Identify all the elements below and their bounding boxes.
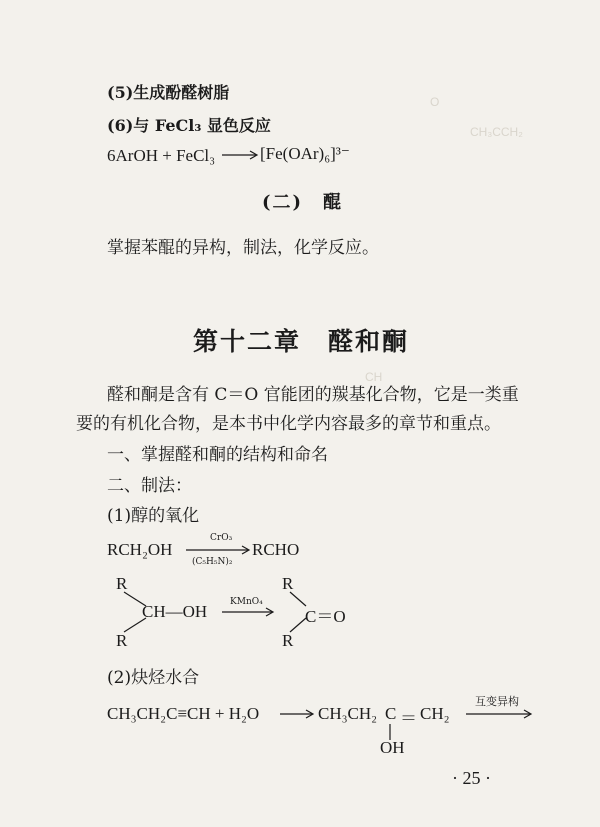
reaction2-p-bottom: R [282,631,294,650]
bond-line [290,618,306,632]
equation-right: [Fe(OAr)₆]³⁻ [260,144,350,163]
bleed-through-text: CH [365,370,383,384]
intro-line-2: 要的有机化合物，是本书中化学内容最多的章节和重点。 [76,414,501,434]
bleed-through-text: CH₃CCH₂ [470,125,523,139]
reaction3-c: C [385,704,397,723]
reaction3-left: CH₃CH₂C≡CH + H₂O [107,704,260,723]
method-1: (1)醇的氧化 [107,506,200,526]
method-2: (2)炔烃水合 [107,668,200,688]
chapter-title: 第十二章 醛和酮 [193,327,410,356]
page-number: · 25 · [452,768,491,788]
reaction1-reagent-top: CrO₃ [210,533,233,543]
reaction2-reagent: KMnO₄ [230,597,263,607]
reaction1-product: RCHO [252,540,300,559]
bond-line [124,618,146,632]
section-heading: (二) 醌 [262,192,344,213]
reaction2-center: CH—OH [142,602,208,621]
reaction2-p-top: R [282,574,294,593]
reaction2-p-center: C＝O [305,607,346,626]
reaction1-reactant: RCH₂OH [107,540,173,559]
item-6: (6)与 FeCl₃ 显色反应 [107,116,271,135]
reaction3-double-bond: ＝ [400,709,417,728]
bleed-through-text: O [430,95,440,109]
reaction2-r-top: R [116,574,128,593]
reaction3-mid: CH₃CH₂ [318,704,378,723]
reaction3-label: 互变异构 [475,695,519,708]
reaction1-reagent-bottom: (C₅H₅N)₂ [192,557,233,567]
equation-left: 6ArOH + FeCl₃ [107,146,216,165]
reaction3-ch2: CH₂ [420,704,450,723]
bond-line [124,592,146,606]
section-text: 掌握苯醌的异构，制法，化学反应。 [107,238,379,258]
bond-line [290,592,306,606]
intro-line-1: 醛和酮是含有 C＝O 官能团的羰基化合物，它是一类重 [107,385,519,405]
reaction3-oh: OH [380,738,405,757]
item-5: (5)生成酚醛树脂 [107,83,230,102]
point-2: 二、制法： [107,476,192,496]
point-1: 一、掌握醛和酮的结构和命名 [107,445,328,465]
reaction2-r-bottom: R [116,631,128,650]
